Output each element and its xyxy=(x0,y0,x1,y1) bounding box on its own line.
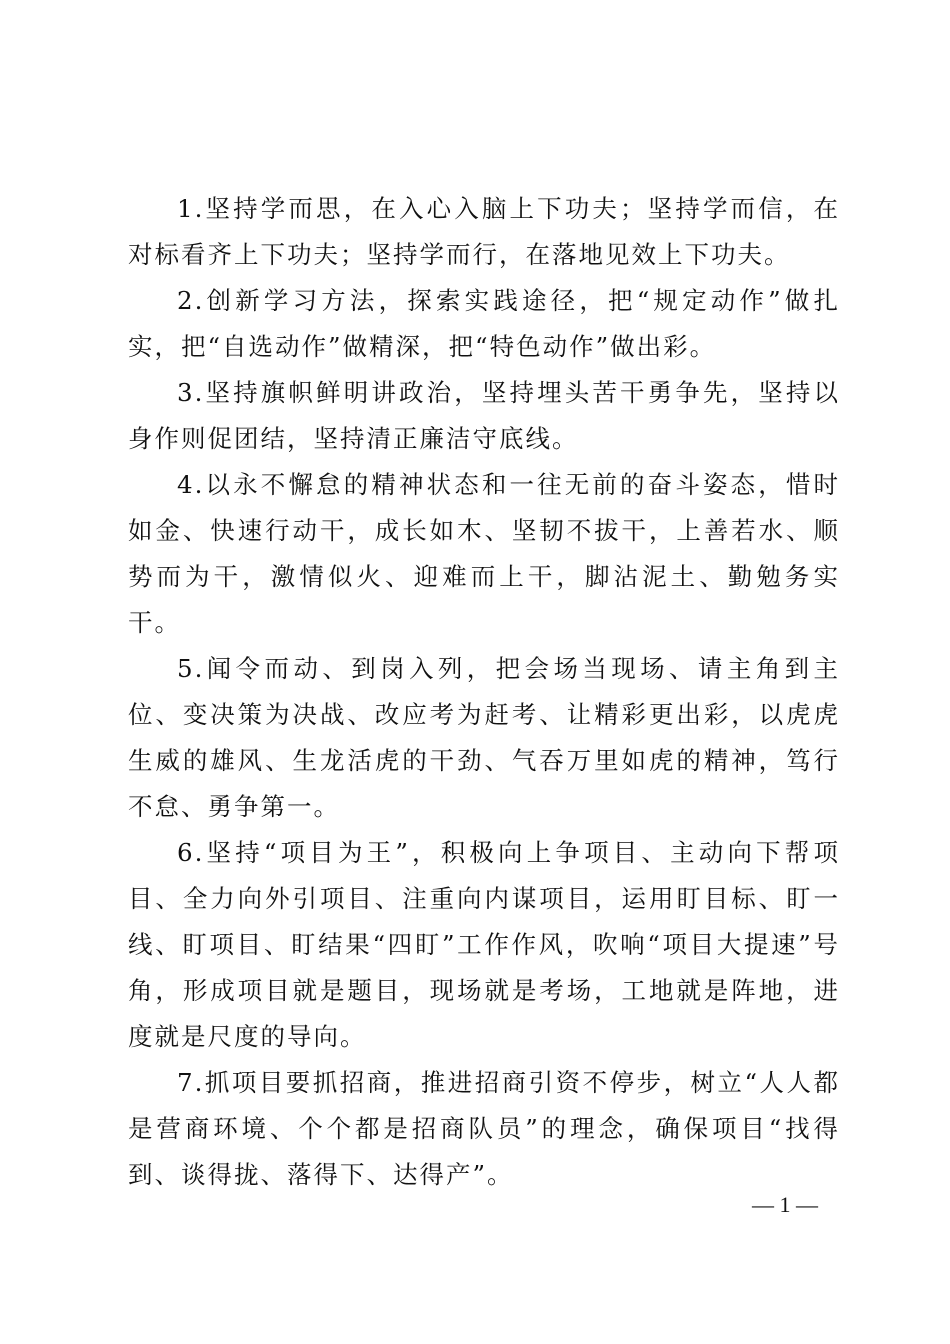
paragraph-4: 4.以永不懈怠的精神状态和一往无前的奋斗姿态，惜时如金、快速行动干，成长如木、坚韧不拔干，上善若水、顺势而为干，激情似火、迎难而上干，脚沾泥土、勤勉务实干。 xyxy=(128,470,840,637)
document-body xyxy=(128,186,840,1198)
paragraph-6: 6.坚持“项目为王”，积极向上争项目、主动向下帮项目、全力向外引项目、注重向内谋项目，运用盯目标、盯一线、盯项目、盯结果“四盯”工作作风，吹响“项目大提速”号角，形成项目就是题目，现场就是考场，工地就是阵地，进度就是尺度的导向。 xyxy=(128,838,840,1051)
paragraph-1: 1.坚持学而思，在入心入脑上下功夫；坚持学而信，在对标看齐上下功夫；坚持学而行，在落地见效上下功夫。 xyxy=(128,194,840,269)
paragraph-3: 3.坚持旗帜鲜明讲政治，坚持埋头苦干勇争先，坚持以身作则促团结，坚持清正廉洁守底线。 xyxy=(128,378,840,453)
paragraph-2: 2.创新学习方法，探索实践途径，把“规定动作”做扎实，把“自选动作”做精深，把“特色动作”做出彩。 xyxy=(128,286,840,361)
paragraph-5: 5.闻令而动、到岗入列，把会场当现场、请主角到主位、变决策为决战、改应考为赶考、让精彩更出彩，以虎虎生威的雄风、生龙活虎的干劲、气吞万里如虎的精神，笃行不怠、勇争第一。 xyxy=(128,654,840,821)
paragraph-7: 7.抓项目要抓招商，推进招商引资不停步，树立“人人都是营商环境、个个都是招商队员”的理念，确保项目“找得到、谈得拢、落得下、达得产”。 xyxy=(128,1068,840,1189)
page-number: — 1 — xyxy=(752,1192,818,1217)
